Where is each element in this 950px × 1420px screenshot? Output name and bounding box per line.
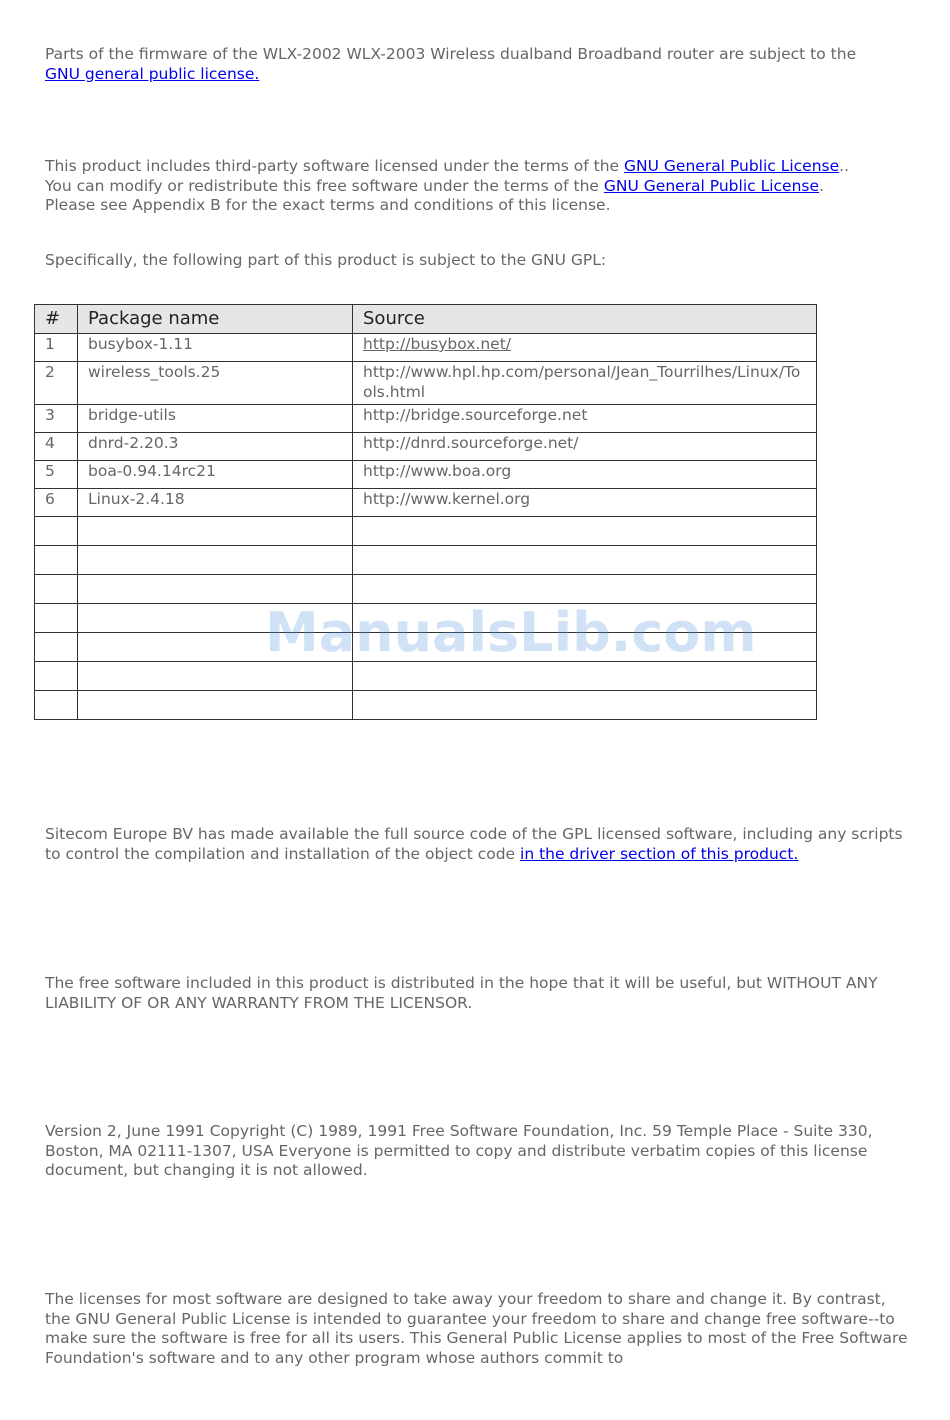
table-row bbox=[35, 362, 817, 405]
third-party-line3-text: Please see Appendix B for the exact terms and conditions of this license. bbox=[45, 196, 611, 215]
driver-section-link[interactable]: in the driver section of this product. bbox=[520, 844, 799, 863]
third-party-software-notice bbox=[45, 157, 915, 216]
third-party-line2-end: . bbox=[819, 176, 824, 195]
empty-cell bbox=[35, 575, 78, 604]
table-row bbox=[35, 489, 817, 517]
empty-cell bbox=[35, 546, 78, 575]
row-number: 5 bbox=[35, 461, 78, 489]
empty-cell bbox=[35, 662, 78, 691]
empty-cell bbox=[78, 604, 353, 633]
gnu-gpl-link-2[interactable]: GNU General Public License bbox=[603, 176, 820, 195]
table-row bbox=[35, 433, 817, 461]
source-code-availability bbox=[45, 825, 915, 864]
empty-table-row bbox=[35, 517, 817, 546]
row-package-name: wireless_tools.25 bbox=[78, 362, 353, 405]
empty-table-row bbox=[35, 546, 817, 575]
empty-cell bbox=[78, 633, 353, 662]
row-source bbox=[353, 334, 817, 362]
empty-cell bbox=[35, 517, 78, 546]
firmware-gpl-notice-text: Parts of the firmware of the WLX-2002 WLX-2003 Wireless dualband Broadband router are subject to the bbox=[45, 45, 857, 63]
empty-cell bbox=[78, 575, 353, 604]
row-source: http://www.boa.org bbox=[353, 461, 817, 489]
row-package-name: bridge-utils bbox=[78, 405, 353, 433]
row-source: http://www.hpl.hp.com/personal/Jean_Tourrilhes/Linux/Tools.html bbox=[353, 362, 817, 405]
empty-cell bbox=[78, 662, 353, 691]
gnu-gpl-link-1[interactable]: GNU General Public License bbox=[624, 157, 840, 175]
empty-cell bbox=[35, 604, 78, 633]
empty-cell bbox=[35, 691, 78, 720]
empty-table-row bbox=[35, 604, 817, 633]
header-source: Source bbox=[353, 305, 817, 334]
row-number: 3 bbox=[35, 405, 78, 433]
table-row bbox=[35, 405, 817, 433]
empty-cell bbox=[78, 691, 353, 720]
empty-table-row bbox=[35, 633, 817, 662]
warranty-disclaimer: The free software included in this product is distributed in the hope that it will be useful, but WITHOUT ANY LIABILITY OF OR ANY WARRANTY FROM THE LICENSOR. bbox=[45, 974, 878, 1012]
empty-table-row bbox=[35, 662, 817, 691]
empty-cell bbox=[353, 546, 817, 575]
gnu-gpl-link[interactable]: GNU general public license. bbox=[45, 64, 260, 83]
header-number: # bbox=[35, 305, 78, 334]
table-header-row bbox=[35, 305, 817, 334]
package-table bbox=[34, 304, 817, 720]
empty-cell bbox=[353, 691, 817, 720]
row-source: http://dnrd.sourceforge.net/ bbox=[353, 433, 817, 461]
empty-cell bbox=[353, 604, 817, 633]
header-package-name: Package name bbox=[78, 305, 353, 334]
third-party-line2-text: You can modify or redistribute this free software under the terms of the bbox=[45, 176, 604, 195]
manualslib-watermark: ManualsLib.com bbox=[265, 601, 757, 664]
third-party-line1-text: This product includes third-party software licensed under the terms of the bbox=[45, 157, 625, 175]
table-row bbox=[35, 461, 817, 489]
gpl-version-copyright: Version 2, June 1991 Copyright (C) 1989, 1991 Free Software Foundation, Inc. 59 Temple Place - Suite 330, Boston, MA 02111-1307, USA Everyone is permitted to copy and distribute verbatim copies of this license document, but changing it is not allowed. bbox=[45, 1122, 873, 1180]
empty-cell bbox=[78, 517, 353, 546]
row-number: 4 bbox=[35, 433, 78, 461]
gpl-subject-intro: Specifically, the following part of this product is subject to the GNU GPL: bbox=[45, 251, 607, 269]
row-number: 2 bbox=[35, 362, 78, 405]
row-number: 6 bbox=[35, 489, 78, 517]
empty-table-row bbox=[35, 691, 817, 720]
source-code-availability-text: Sitecom Europe BV has made available the full source code of the GPL licensed software, including any scripts to control the compilation and installation of the object code bbox=[45, 825, 903, 863]
empty-cell bbox=[353, 633, 817, 662]
row-package-name: busybox-1.11 bbox=[78, 334, 353, 362]
row-package-name: Linux-2.4.18 bbox=[78, 489, 353, 517]
row-source: http://bridge.sourceforge.net bbox=[353, 405, 817, 433]
third-party-line1-end: .. bbox=[839, 157, 850, 175]
row-number: 1 bbox=[35, 334, 78, 362]
gpl-preamble: The licenses for most software are designed to take away your freedom to share and change it. By contrast, the GNU General Public License is intended to guarantee your freedom to share and change free software--to make sure the software is free for all its users. This General Public License applies to most of the Free Software Foundation's software and to any other program whose authors commit to bbox=[45, 1290, 908, 1367]
row-source: http://www.kernel.org bbox=[353, 489, 817, 517]
empty-cell bbox=[353, 575, 817, 604]
empty-cell bbox=[353, 662, 817, 691]
empty-cell bbox=[78, 546, 353, 575]
firmware-gpl-notice bbox=[45, 45, 915, 84]
row-source-link[interactable]: http://busybox.net/ bbox=[363, 335, 511, 353]
empty-cell bbox=[353, 517, 817, 546]
row-package-name: boa-0.94.14rc21 bbox=[78, 461, 353, 489]
row-package-name: dnrd-2.20.3 bbox=[78, 433, 353, 461]
table-row bbox=[35, 334, 817, 362]
empty-table-row bbox=[35, 575, 817, 604]
empty-cell bbox=[35, 633, 78, 662]
